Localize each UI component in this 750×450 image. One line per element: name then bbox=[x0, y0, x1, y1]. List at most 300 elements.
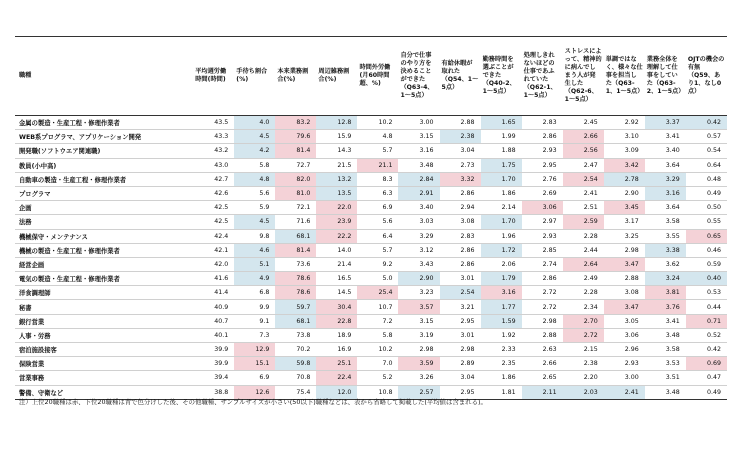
table-row bbox=[15, 328, 727, 342]
value-cell: 21.4 bbox=[316, 257, 357, 271]
value-cell: 81.0 bbox=[275, 186, 316, 200]
value-cell: 2.85 bbox=[522, 243, 563, 257]
value-cell: 2.47 bbox=[563, 158, 604, 172]
value-cell: 8.3 bbox=[357, 172, 398, 186]
table-row bbox=[15, 229, 727, 243]
column-header-8: 勤務時間を選ぶことができた（Q40-2、1〜5点） bbox=[481, 37, 522, 116]
value-cell: 4.9 bbox=[234, 272, 275, 286]
value-cell: 2.93 bbox=[522, 144, 563, 158]
value-cell: 16.9 bbox=[316, 343, 357, 357]
job-name-cell: 機械保守・メンテナンス bbox=[15, 229, 193, 243]
value-cell: 39.9 bbox=[193, 343, 234, 357]
value-cell: 2.20 bbox=[563, 371, 604, 385]
job-name-cell: 宿泊施設接客 bbox=[15, 343, 193, 357]
value-cell: 14.0 bbox=[316, 243, 357, 257]
data-table-container bbox=[15, 37, 727, 400]
value-cell: 0.69 bbox=[686, 357, 727, 371]
value-cell: 14.3 bbox=[316, 144, 357, 158]
table-row bbox=[15, 144, 727, 158]
value-cell: 2.86 bbox=[522, 130, 563, 144]
job-name-cell: 開発職(ソフトウエア関連職) bbox=[15, 144, 193, 158]
value-cell: 3.62 bbox=[645, 257, 686, 271]
table-row bbox=[15, 314, 727, 328]
value-cell: 2.88 bbox=[440, 116, 481, 130]
value-cell: 2.33 bbox=[481, 343, 522, 357]
value-cell: 3.23 bbox=[398, 286, 439, 300]
value-cell: 3.57 bbox=[398, 300, 439, 314]
value-cell: 42.7 bbox=[193, 172, 234, 186]
value-cell: 2.54 bbox=[440, 286, 481, 300]
value-cell: 25.4 bbox=[357, 286, 398, 300]
value-cell: 2.66 bbox=[563, 130, 604, 144]
value-cell: 42.6 bbox=[193, 186, 234, 200]
value-cell: 1.81 bbox=[481, 385, 522, 399]
value-cell: 59.7 bbox=[275, 300, 316, 314]
value-cell: 2.49 bbox=[563, 272, 604, 286]
value-cell: 3.01 bbox=[440, 272, 481, 286]
value-cell: 40.9 bbox=[193, 300, 234, 314]
value-cell: 0.50 bbox=[686, 201, 727, 215]
value-cell: 4.5 bbox=[234, 130, 275, 144]
value-cell: 2.78 bbox=[604, 172, 645, 186]
value-cell: 2.14 bbox=[481, 201, 522, 215]
value-cell: 40.1 bbox=[193, 328, 234, 342]
value-cell: 39.4 bbox=[193, 371, 234, 385]
value-cell: 6.4 bbox=[357, 229, 398, 243]
value-cell: 3.42 bbox=[604, 158, 645, 172]
value-cell: 2.95 bbox=[440, 385, 481, 399]
value-cell: 2.89 bbox=[440, 357, 481, 371]
job-name-cell: 銀行営業 bbox=[15, 314, 193, 328]
value-cell: 5.9 bbox=[234, 201, 275, 215]
value-cell: 5.7 bbox=[357, 144, 398, 158]
value-cell: 2.66 bbox=[522, 357, 563, 371]
table-row bbox=[15, 257, 727, 271]
value-cell: 7.3 bbox=[234, 328, 275, 342]
value-cell: 14.5 bbox=[316, 286, 357, 300]
table-row bbox=[15, 201, 727, 215]
value-cell: 5.0 bbox=[357, 272, 398, 286]
value-cell: 1.77 bbox=[481, 300, 522, 314]
value-cell: 2.96 bbox=[604, 343, 645, 357]
value-cell: 6.9 bbox=[357, 201, 398, 215]
value-cell: 3.16 bbox=[645, 186, 686, 200]
value-cell: 3.37 bbox=[645, 116, 686, 130]
value-cell: 3.29 bbox=[398, 229, 439, 243]
value-cell: 2.90 bbox=[604, 186, 645, 200]
value-cell: 81.4 bbox=[275, 243, 316, 257]
value-cell: 2.95 bbox=[522, 158, 563, 172]
value-cell: 0.49 bbox=[686, 385, 727, 399]
value-cell: 2.98 bbox=[604, 243, 645, 257]
column-header-9: 処理しきれないほどの仕事であふれていた（Q62-1、1〜5点） bbox=[522, 37, 563, 116]
table-body bbox=[15, 116, 727, 400]
value-cell: 2.56 bbox=[563, 144, 604, 158]
value-cell: 2.94 bbox=[440, 201, 481, 215]
table-row bbox=[15, 286, 727, 300]
value-cell: 2.95 bbox=[440, 314, 481, 328]
value-cell: 1.70 bbox=[481, 215, 522, 229]
value-cell: 4.5 bbox=[234, 215, 275, 229]
value-cell: 0.55 bbox=[686, 215, 727, 229]
table-row bbox=[15, 172, 727, 186]
value-cell: 3.53 bbox=[645, 357, 686, 371]
value-cell: 43.0 bbox=[193, 158, 234, 172]
value-cell: 1.92 bbox=[481, 328, 522, 342]
value-cell: 3.09 bbox=[604, 144, 645, 158]
table-row bbox=[15, 130, 727, 144]
value-cell: 42.1 bbox=[193, 243, 234, 257]
table-row bbox=[15, 357, 727, 371]
value-cell: 2.59 bbox=[563, 215, 604, 229]
value-cell: 2.83 bbox=[522, 116, 563, 130]
value-cell: 0.65 bbox=[686, 229, 727, 243]
value-cell: 5.1 bbox=[234, 257, 275, 271]
value-cell: 43.5 bbox=[193, 116, 234, 130]
job-name-cell: 電気の製造・生産工程・修理作業者 bbox=[15, 272, 193, 286]
value-cell: 3.40 bbox=[645, 144, 686, 158]
value-cell: 2.28 bbox=[563, 229, 604, 243]
job-name-cell: 警備、守衛など bbox=[15, 385, 193, 399]
column-header-6: 自分で仕事のやり方を決めることができた（Q63-4、1〜5点） bbox=[398, 37, 439, 116]
value-cell: 3.41 bbox=[645, 314, 686, 328]
value-cell: 1.70 bbox=[481, 172, 522, 186]
value-cell: 3.76 bbox=[645, 300, 686, 314]
job-name-cell: 金属の製造・生産工程・修理作業者 bbox=[15, 116, 193, 130]
column-header-13: OJTの機会の有無（Q59、あり1、なし0点） bbox=[686, 37, 727, 116]
column-header-3: 本来業務割合(%) bbox=[275, 37, 316, 116]
value-cell: 1.65 bbox=[481, 116, 522, 130]
value-cell: 10.8 bbox=[357, 385, 398, 399]
value-cell: 3.55 bbox=[645, 229, 686, 243]
value-cell: 3.01 bbox=[440, 328, 481, 342]
value-cell: 2.84 bbox=[398, 172, 439, 186]
value-cell: 2.44 bbox=[563, 243, 604, 257]
value-cell: 3.24 bbox=[645, 272, 686, 286]
value-cell: 82.0 bbox=[275, 172, 316, 186]
value-cell: 2.86 bbox=[440, 257, 481, 271]
value-cell: 70.8 bbox=[275, 371, 316, 385]
value-cell: 1.79 bbox=[481, 272, 522, 286]
value-cell: 43.2 bbox=[193, 144, 234, 158]
value-cell: 9.1 bbox=[234, 314, 275, 328]
value-cell: 0.64 bbox=[686, 158, 727, 172]
value-cell: 2.35 bbox=[481, 357, 522, 371]
value-cell: 3.21 bbox=[440, 300, 481, 314]
value-cell: 22.0 bbox=[316, 201, 357, 215]
value-cell: 5.2 bbox=[357, 371, 398, 385]
value-cell: 78.6 bbox=[275, 286, 316, 300]
value-cell: 2.88 bbox=[604, 272, 645, 286]
value-cell: 2.69 bbox=[522, 186, 563, 200]
value-cell: 0.40 bbox=[686, 272, 727, 286]
value-cell: 3.64 bbox=[645, 158, 686, 172]
value-cell: 3.32 bbox=[440, 172, 481, 186]
value-cell: 3.58 bbox=[645, 215, 686, 229]
value-cell: 5.8 bbox=[357, 328, 398, 342]
value-cell: 6.8 bbox=[234, 286, 275, 300]
value-cell: 2.34 bbox=[563, 300, 604, 314]
value-cell: 6.3 bbox=[357, 186, 398, 200]
value-cell: 59.8 bbox=[275, 357, 316, 371]
value-cell: 3.58 bbox=[645, 343, 686, 357]
table-row bbox=[15, 272, 727, 286]
value-cell: 3.12 bbox=[398, 243, 439, 257]
value-cell: 25.1 bbox=[316, 357, 357, 371]
value-cell: 42.5 bbox=[193, 215, 234, 229]
job-name-cell: 法務 bbox=[15, 215, 193, 229]
table-footnote: 注）上位20職種は赤、下位20職種は青で色分けした後、その他職種、サンプルサイズが小さい(50以下)職種などは、表から省略して掲載した(平均値は含まれる)。 bbox=[19, 398, 487, 406]
value-cell: 5.6 bbox=[234, 186, 275, 200]
value-cell: 3.43 bbox=[398, 257, 439, 271]
value-cell: 9.8 bbox=[234, 229, 275, 243]
value-cell: 71.6 bbox=[275, 215, 316, 229]
value-cell: 3.48 bbox=[398, 158, 439, 172]
value-cell: 2.73 bbox=[440, 158, 481, 172]
value-cell: 3.06 bbox=[604, 328, 645, 342]
value-cell: 3.06 bbox=[522, 201, 563, 215]
value-cell: 2.86 bbox=[440, 243, 481, 257]
value-cell: 0.42 bbox=[686, 343, 727, 357]
value-cell: 0.44 bbox=[686, 300, 727, 314]
value-cell: 2.92 bbox=[604, 116, 645, 130]
value-cell: 22.4 bbox=[316, 371, 357, 385]
value-cell: 2.11 bbox=[522, 385, 563, 399]
value-cell: 0.46 bbox=[686, 243, 727, 257]
value-cell: 2.88 bbox=[522, 328, 563, 342]
value-cell: 75.4 bbox=[275, 385, 316, 399]
column-header-7: 有給休暇が取れた（Q54、1〜5点） bbox=[440, 37, 481, 116]
value-cell: 41.4 bbox=[193, 286, 234, 300]
value-cell: 0.47 bbox=[686, 371, 727, 385]
value-cell: 72.1 bbox=[275, 201, 316, 215]
column-header-job: 職種 bbox=[15, 37, 193, 116]
value-cell: 3.45 bbox=[604, 201, 645, 215]
value-cell: 7.2 bbox=[357, 314, 398, 328]
value-cell: 2.51 bbox=[563, 201, 604, 215]
value-cell: 1.86 bbox=[481, 371, 522, 385]
value-cell: 2.45 bbox=[563, 116, 604, 130]
job-name-cell: 自動車の製造・生産工程・修理作業者 bbox=[15, 172, 193, 186]
value-cell: 3.15 bbox=[398, 130, 439, 144]
value-cell: 38.8 bbox=[193, 385, 234, 399]
value-cell: 2.64 bbox=[563, 257, 604, 271]
value-cell: 3.29 bbox=[645, 172, 686, 186]
value-cell: 3.59 bbox=[398, 357, 439, 371]
value-cell: 1.72 bbox=[481, 243, 522, 257]
value-cell: 3.19 bbox=[398, 328, 439, 342]
value-cell: 3.04 bbox=[440, 371, 481, 385]
value-cell: 10.2 bbox=[357, 343, 398, 357]
value-cell: 13.2 bbox=[316, 172, 357, 186]
value-cell: 3.26 bbox=[398, 371, 439, 385]
value-cell: 2.70 bbox=[563, 314, 604, 328]
value-cell: 3.81 bbox=[645, 286, 686, 300]
column-header-11: 単調ではなく、様々な仕事を担当した（Q63-1、1〜5点） bbox=[604, 37, 645, 116]
value-cell: 73.6 bbox=[275, 257, 316, 271]
job-name-cell: 秘書 bbox=[15, 300, 193, 314]
value-cell: 72.7 bbox=[275, 158, 316, 172]
value-cell: 2.72 bbox=[563, 328, 604, 342]
value-cell: 3.48 bbox=[645, 385, 686, 399]
value-cell: 2.41 bbox=[563, 186, 604, 200]
value-cell: 39.9 bbox=[193, 357, 234, 371]
value-cell: 2.28 bbox=[563, 286, 604, 300]
value-cell: 2.97 bbox=[522, 215, 563, 229]
value-cell: 2.74 bbox=[522, 257, 563, 271]
value-cell: 2.86 bbox=[440, 186, 481, 200]
value-cell: 3.48 bbox=[645, 328, 686, 342]
value-cell: 3.17 bbox=[604, 215, 645, 229]
value-cell: 3.47 bbox=[604, 300, 645, 314]
job-name-cell: 教員(小中高) bbox=[15, 158, 193, 172]
job-name-cell: 保険営業 bbox=[15, 357, 193, 371]
value-cell: 42.0 bbox=[193, 257, 234, 271]
table-row bbox=[15, 158, 727, 172]
column-header-5: 時間外労働(月60時間超、%) bbox=[357, 37, 398, 116]
value-cell: 2.38 bbox=[563, 357, 604, 371]
value-cell: 2.03 bbox=[563, 385, 604, 399]
value-cell: 1.88 bbox=[481, 144, 522, 158]
table-row bbox=[15, 371, 727, 385]
table-header-row bbox=[15, 37, 727, 116]
value-cell: 1.99 bbox=[481, 130, 522, 144]
job-name-cell: 洋食調理師 bbox=[15, 286, 193, 300]
value-cell: 15.9 bbox=[316, 130, 357, 144]
value-cell: 4.6 bbox=[234, 243, 275, 257]
value-cell: 10.7 bbox=[357, 300, 398, 314]
value-cell: 5.6 bbox=[357, 215, 398, 229]
value-cell: 2.98 bbox=[440, 343, 481, 357]
value-cell: 3.00 bbox=[604, 371, 645, 385]
value-cell: 2.76 bbox=[522, 172, 563, 186]
value-cell: 0.59 bbox=[686, 257, 727, 271]
value-cell: 2.90 bbox=[398, 272, 439, 286]
value-cell: 3.16 bbox=[398, 144, 439, 158]
value-cell: 0.53 bbox=[686, 286, 727, 300]
column-header-2: 手待ち割合(%) bbox=[234, 37, 275, 116]
value-cell: 0.57 bbox=[686, 130, 727, 144]
value-cell: 3.10 bbox=[604, 130, 645, 144]
value-cell: 3.15 bbox=[398, 314, 439, 328]
value-cell: 3.08 bbox=[604, 286, 645, 300]
value-cell: 40.7 bbox=[193, 314, 234, 328]
value-cell: 3.41 bbox=[645, 130, 686, 144]
table-row bbox=[15, 186, 727, 200]
value-cell: 4.8 bbox=[357, 130, 398, 144]
job-name-cell: 企画 bbox=[15, 201, 193, 215]
value-cell: 68.1 bbox=[275, 229, 316, 243]
table-row bbox=[15, 243, 727, 257]
value-cell: 5.7 bbox=[357, 243, 398, 257]
value-cell: 2.65 bbox=[522, 371, 563, 385]
value-cell: 10.2 bbox=[357, 116, 398, 130]
value-cell: 0.49 bbox=[686, 186, 727, 200]
column-header-4: 周辺雑務割合(%) bbox=[316, 37, 357, 116]
value-cell: 6.9 bbox=[234, 371, 275, 385]
value-cell: 83.2 bbox=[275, 116, 316, 130]
value-cell: 2.93 bbox=[522, 229, 563, 243]
job-name-cell: 人事・労務 bbox=[15, 328, 193, 342]
value-cell: 41.6 bbox=[193, 272, 234, 286]
value-cell: 18.9 bbox=[316, 328, 357, 342]
value-cell: 3.64 bbox=[645, 201, 686, 215]
value-cell: 0.52 bbox=[686, 328, 727, 342]
value-cell: 12.8 bbox=[316, 116, 357, 130]
value-cell: 9.2 bbox=[357, 257, 398, 271]
value-cell: 13.5 bbox=[316, 186, 357, 200]
value-cell: 73.8 bbox=[275, 328, 316, 342]
value-cell: 2.54 bbox=[563, 172, 604, 186]
table-row bbox=[15, 343, 727, 357]
job-statistics-table bbox=[15, 37, 727, 400]
value-cell: 1.86 bbox=[481, 186, 522, 200]
value-cell: 2.06 bbox=[481, 257, 522, 271]
value-cell: 3.03 bbox=[398, 215, 439, 229]
value-cell: 3.16 bbox=[481, 286, 522, 300]
column-header-10: ストレスによって、精神的に病んでしまう人が発生した（Q62-6、1〜5点） bbox=[563, 37, 604, 116]
value-cell: 2.83 bbox=[440, 229, 481, 243]
value-cell: 30.4 bbox=[316, 300, 357, 314]
value-cell: 7.0 bbox=[357, 357, 398, 371]
value-cell: 3.00 bbox=[398, 116, 439, 130]
value-cell: 3.25 bbox=[604, 229, 645, 243]
value-cell: 2.98 bbox=[398, 343, 439, 357]
value-cell: 22.8 bbox=[316, 314, 357, 328]
job-name-cell: プログラマ bbox=[15, 186, 193, 200]
value-cell: 2.63 bbox=[522, 343, 563, 357]
value-cell: 12.9 bbox=[234, 343, 275, 357]
column-header-12: 業務全体を理解して仕事をしていた（Q63-2、1〜5点） bbox=[645, 37, 686, 116]
value-cell: 15.1 bbox=[234, 357, 275, 371]
value-cell: 3.38 bbox=[645, 243, 686, 257]
value-cell: 2.86 bbox=[522, 272, 563, 286]
value-cell: 4.8 bbox=[234, 172, 275, 186]
job-name-cell: 経営企画 bbox=[15, 257, 193, 271]
value-cell: 16.5 bbox=[316, 272, 357, 286]
value-cell: 21.1 bbox=[357, 158, 398, 172]
value-cell: 78.6 bbox=[275, 272, 316, 286]
value-cell: 4.2 bbox=[234, 144, 275, 158]
value-cell: 2.15 bbox=[563, 343, 604, 357]
value-cell: 68.1 bbox=[275, 314, 316, 328]
value-cell: 0.71 bbox=[686, 314, 727, 328]
table-row bbox=[15, 116, 727, 130]
value-cell: 3.40 bbox=[398, 201, 439, 215]
value-cell: 3.05 bbox=[604, 314, 645, 328]
value-cell: 0.42 bbox=[686, 116, 727, 130]
value-cell: 42.4 bbox=[193, 229, 234, 243]
value-cell: 2.93 bbox=[604, 357, 645, 371]
value-cell: 5.8 bbox=[234, 158, 275, 172]
value-cell: 1.75 bbox=[481, 158, 522, 172]
job-name-cell: 機械の製造・生産工程・修理作業者 bbox=[15, 243, 193, 257]
value-cell: 23.9 bbox=[316, 215, 357, 229]
value-cell: 43.3 bbox=[193, 130, 234, 144]
value-cell: 0.54 bbox=[686, 144, 727, 158]
value-cell: 2.41 bbox=[604, 385, 645, 399]
value-cell: 3.08 bbox=[440, 215, 481, 229]
job-name-cell: 営業事務 bbox=[15, 371, 193, 385]
value-cell: 42.5 bbox=[193, 201, 234, 215]
value-cell: 0.48 bbox=[686, 172, 727, 186]
value-cell: 2.72 bbox=[522, 286, 563, 300]
value-cell: 12.0 bbox=[316, 385, 357, 399]
value-cell: 1.59 bbox=[481, 314, 522, 328]
value-cell: 2.72 bbox=[522, 300, 563, 314]
value-cell: 3.51 bbox=[645, 371, 686, 385]
value-cell: 2.57 bbox=[398, 385, 439, 399]
